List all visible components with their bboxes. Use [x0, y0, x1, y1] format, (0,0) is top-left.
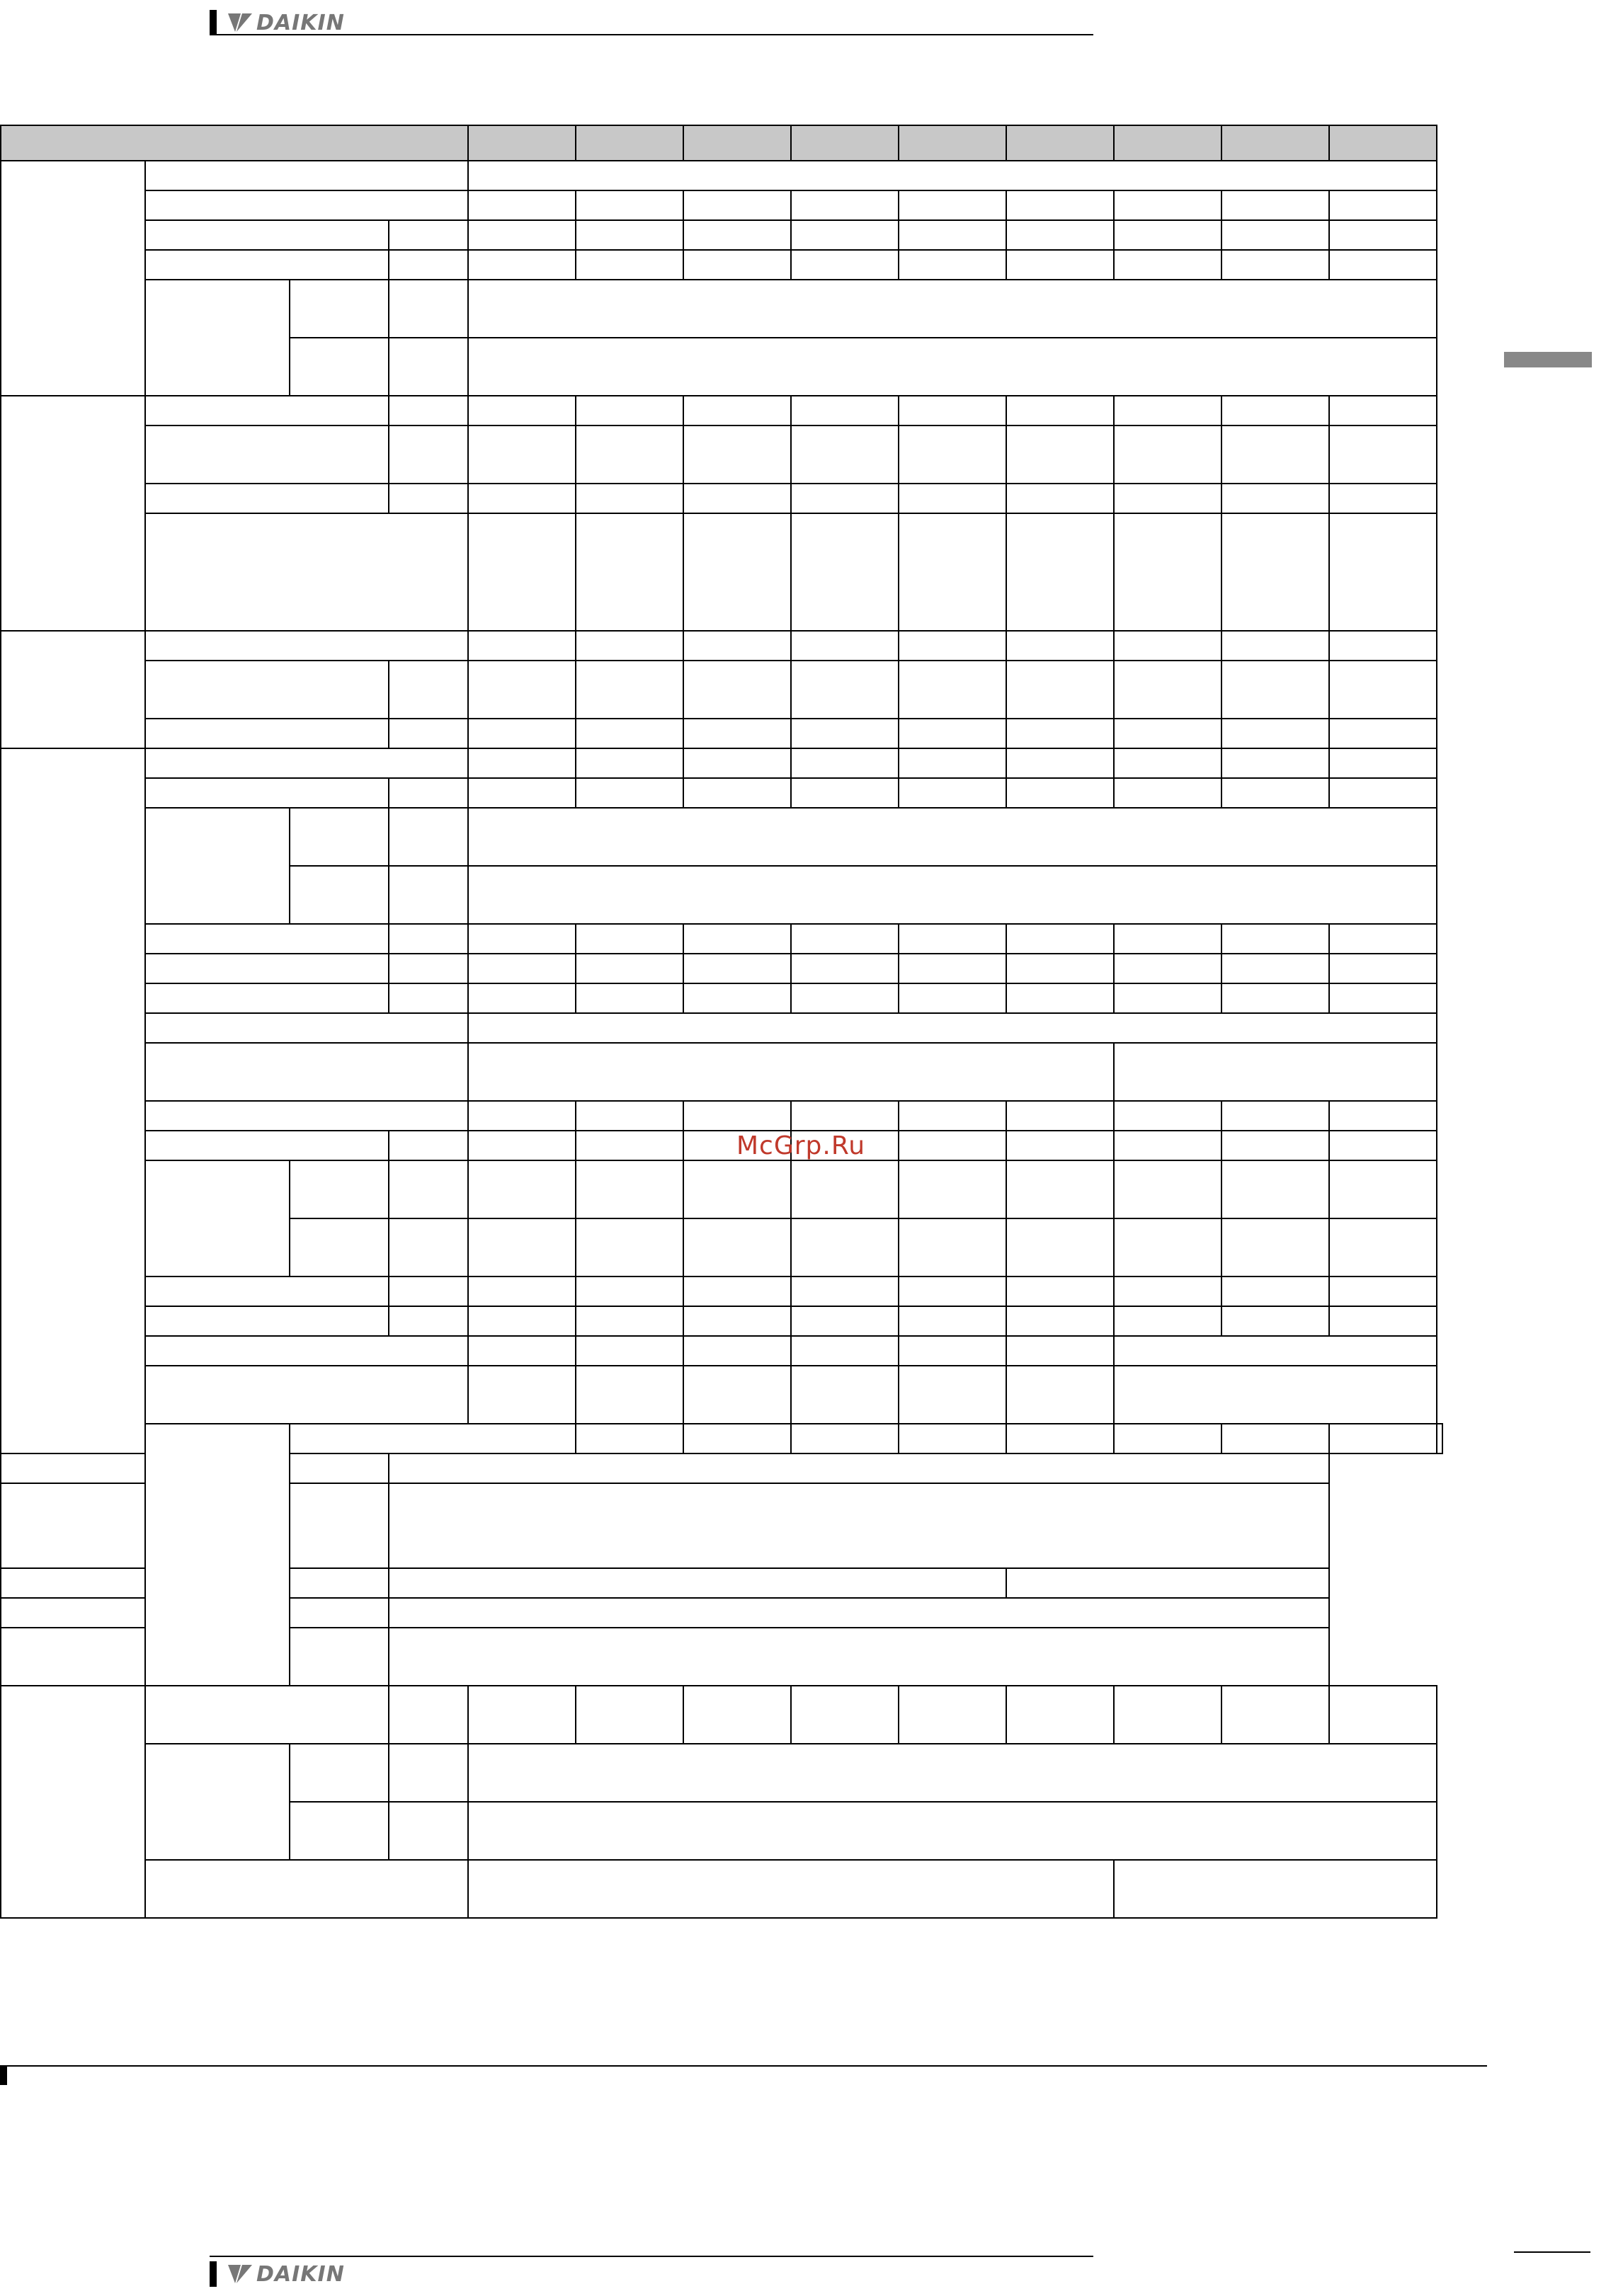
value-cell [1114, 1366, 1437, 1424]
unit-cell [389, 661, 468, 719]
header-cell [576, 125, 683, 161]
table-row [1, 1483, 1442, 1568]
label-cell [145, 924, 389, 954]
spec-table [0, 125, 1443, 1919]
label-cell [1, 1483, 389, 1568]
label-cell [145, 1276, 389, 1306]
label-cell [145, 1131, 389, 1160]
table-row [1, 1453, 1442, 1483]
unit-cell [389, 250, 468, 280]
table-row [1, 250, 1442, 280]
table-row [1, 719, 1442, 748]
label-cell [145, 631, 468, 661]
label-cell [145, 190, 468, 220]
label-cell [145, 983, 389, 1013]
table-row [1, 220, 1442, 250]
label-cell [1, 1568, 290, 1598]
table-row [1, 661, 1442, 719]
unit-cell [389, 338, 468, 396]
daikin-logo-icon [227, 2263, 254, 2285]
unit-cell [389, 1306, 468, 1336]
value-cell [389, 1628, 1329, 1686]
value-cell [468, 1802, 1437, 1860]
label-cell [290, 1218, 389, 1276]
label-cell [145, 1366, 468, 1424]
footer-bar [0, 2065, 7, 2085]
table-row [1, 1744, 1442, 1802]
table-row [1, 808, 1442, 866]
sublabel-cell [145, 1160, 290, 1276]
unit-cell [290, 1568, 389, 1598]
label-cell [145, 250, 389, 280]
label-cell [290, 1802, 389, 1860]
group-cell [1, 1686, 145, 1918]
label-cell [145, 425, 389, 484]
table-row [1, 1043, 1442, 1101]
table-row [1, 631, 1442, 661]
unit-cell [389, 1160, 468, 1218]
unit-cell [389, 808, 468, 866]
logo-bar [210, 2261, 217, 2287]
table-row [1, 1628, 1442, 1686]
unit-cell [389, 778, 468, 808]
label-cell [1, 1598, 389, 1628]
label-cell [290, 338, 389, 396]
label-cell [1, 1628, 389, 1686]
value-cell [389, 1598, 1329, 1628]
label-cell [145, 1860, 468, 1918]
unit-cell [389, 983, 468, 1013]
table-row [1, 1424, 1442, 1453]
bottom-rule [210, 2256, 1093, 2257]
table-row [1, 924, 1442, 954]
label-cell [145, 220, 389, 250]
table-row [1, 513, 1442, 631]
label-cell [145, 719, 389, 748]
table-row [1, 161, 1442, 190]
table-row [1, 1366, 1442, 1424]
group-cell [1, 396, 145, 631]
table-row [1, 425, 1442, 484]
label-cell [290, 1160, 389, 1218]
value-cell [389, 1483, 1329, 1568]
label-cell [290, 1424, 576, 1453]
unit-cell [389, 954, 468, 983]
label-cell [1, 1453, 290, 1483]
table-row [1, 1101, 1442, 1131]
unit-cell [389, 719, 468, 748]
value-cell [468, 1744, 1437, 1802]
label-cell [290, 866, 389, 924]
label-cell [290, 1744, 389, 1802]
value-cell [468, 280, 1437, 338]
sublabel-cell [145, 1744, 290, 1860]
header-cell [468, 125, 576, 161]
label-cell [145, 661, 389, 719]
header-logo [210, 10, 345, 35]
logo-bar [210, 10, 217, 35]
value-cell [468, 866, 1437, 924]
unit-cell [389, 396, 468, 425]
unit-cell [389, 1276, 468, 1306]
sublabel-cell [145, 808, 290, 924]
table-row [1, 1860, 1442, 1918]
value-cell [468, 808, 1437, 866]
header-cell [791, 125, 899, 161]
unit-cell [389, 1131, 468, 1160]
header-cell [1329, 125, 1437, 161]
table-row [1, 1598, 1442, 1628]
label-cell [145, 513, 468, 631]
page-number-rule [1514, 2251, 1590, 2253]
label-cell [145, 1043, 468, 1101]
table-row [1, 190, 1442, 220]
table-row [1, 778, 1442, 808]
unit-cell [389, 924, 468, 954]
value-cell [1006, 1568, 1329, 1598]
value-cell [468, 1013, 1437, 1043]
table-row [1, 954, 1442, 983]
label-cell [145, 1336, 468, 1366]
table-row [1, 1013, 1442, 1043]
value-cell [1114, 1336, 1437, 1366]
table-header-row [1, 125, 1442, 161]
value-cell [468, 338, 1437, 396]
label-cell [145, 1306, 389, 1336]
unit-cell [389, 280, 468, 338]
header-cell [683, 125, 791, 161]
value-cell [468, 1860, 1114, 1918]
table-row [1, 396, 1442, 425]
daikin-logo-icon [227, 12, 254, 33]
header-cell [1114, 125, 1221, 161]
table-row [1, 1306, 1442, 1336]
value-cell [389, 1453, 1329, 1483]
header-rule [210, 34, 1093, 35]
table-row [1, 983, 1442, 1013]
table-row [1, 1131, 1442, 1160]
unit-cell [389, 1686, 468, 1744]
footer-rule [7, 2065, 1487, 2067]
header-cell [899, 125, 1006, 161]
sublabel-cell [145, 280, 290, 396]
table-row [1, 484, 1442, 513]
value-cell [468, 1043, 1114, 1101]
label-cell [145, 1013, 468, 1043]
brand-name: DAIKIN [256, 2261, 345, 2287]
label-cell [145, 1101, 468, 1131]
label-cell [145, 1686, 389, 1744]
table-row [1, 1276, 1442, 1306]
group-cell [1, 631, 145, 748]
unit-cell [389, 1802, 468, 1860]
table-row [1, 748, 1442, 778]
label-cell [145, 954, 389, 983]
header-cell [1221, 125, 1329, 161]
footer-logo [210, 2261, 345, 2287]
label-cell [145, 396, 389, 425]
label-cell [145, 161, 468, 190]
label-cell [290, 808, 389, 866]
table-row [1, 280, 1442, 338]
unit-cell [290, 1453, 389, 1483]
unit-cell [389, 1218, 468, 1276]
value-cell [1114, 1860, 1437, 1918]
unit-cell [389, 220, 468, 250]
label-cell [145, 748, 468, 778]
unit-cell [389, 484, 468, 513]
table-row [1, 1160, 1442, 1218]
section-tab [1504, 352, 1592, 367]
value-cell [389, 1568, 1006, 1598]
brand-name: DAIKIN [256, 10, 345, 35]
header-cell [1, 125, 468, 161]
table-row [1, 1568, 1442, 1598]
unit-cell [389, 866, 468, 924]
unit-cell [389, 1744, 468, 1802]
group-cell [1, 748, 145, 1453]
unit-cell [389, 425, 468, 484]
table-row [1, 1686, 1442, 1744]
watermark-text: McGrp.Ru [736, 1131, 866, 1160]
table-row [1, 1336, 1442, 1366]
header-cell [1006, 125, 1114, 161]
value-cell [1114, 1043, 1437, 1101]
label-cell [290, 280, 389, 338]
group-cell [1, 161, 145, 396]
value-cell [468, 161, 1437, 190]
label-cell [145, 484, 389, 513]
label-cell [145, 778, 389, 808]
